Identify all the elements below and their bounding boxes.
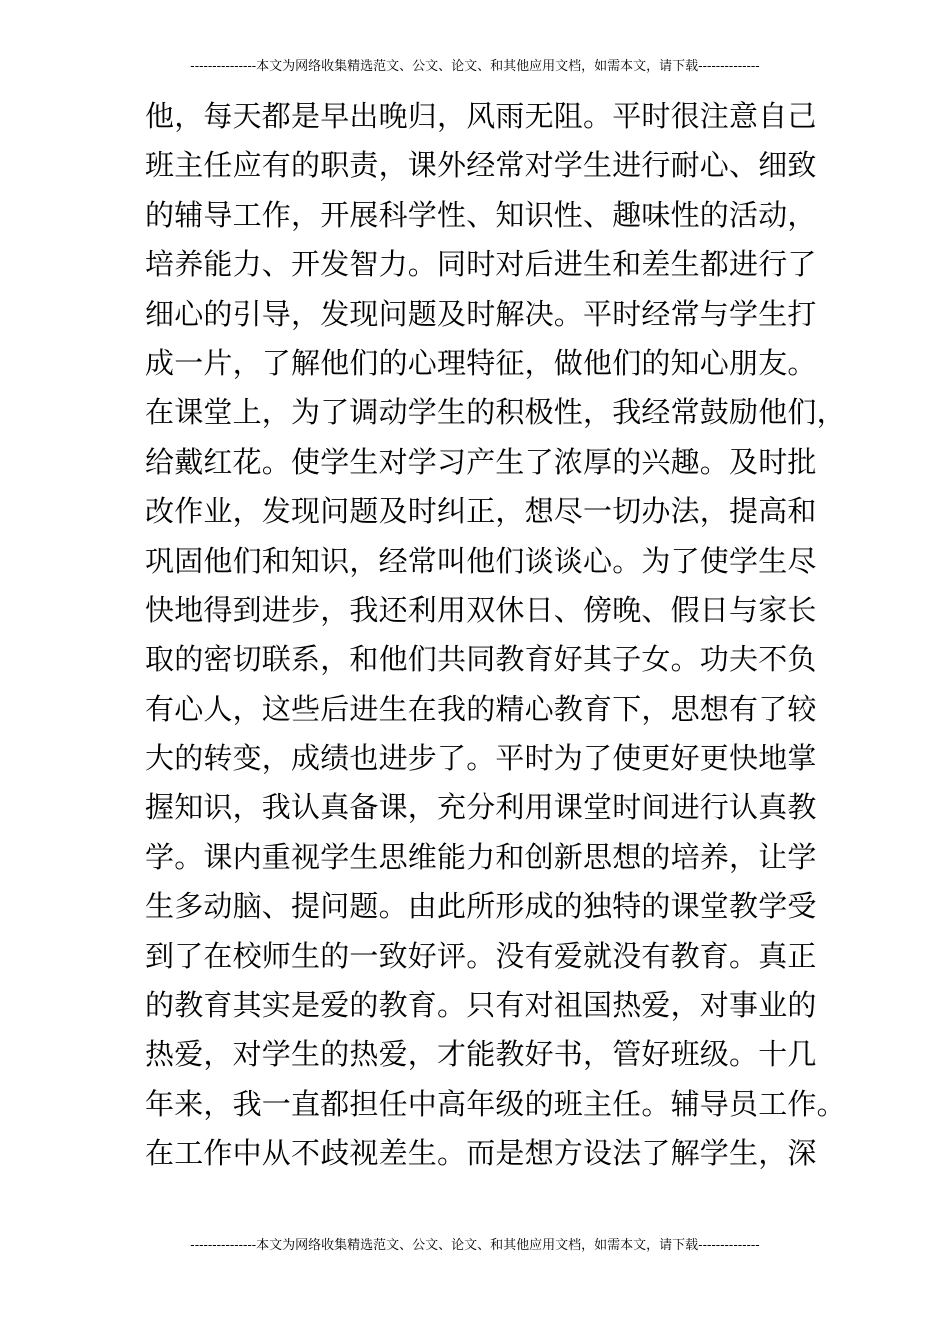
body-line: 的教育其实是爱的教育。只有对祖国热爱，对事业的 (145, 988, 817, 1023)
body-line: 取的密切联系，和他们共同教育好其子女。功夫不负 (145, 642, 817, 677)
body-line: 学。课内重视学生思维能力和创新思想的培养，让学 (145, 839, 817, 874)
body-line: 班主任应有的职责，课外经常对学生进行耐心、细致 (145, 148, 817, 183)
document-body (145, 92, 846, 1179)
body-line: 生多动脑、提问题。由此所形成的独特的课堂教学受 (145, 889, 817, 924)
body-line: 大的转变，成绩也进步了。平时为了使更好更快地掌 (145, 741, 817, 776)
body-line: 快地得到进步，我还利用双休日、傍晚、假日与家长 (145, 592, 817, 627)
body-line: 成一片，了解他们的心理特征，做他们的知心朋友。 (145, 345, 817, 380)
body-line: 细心的引导，发现问题及时解决。平时经常与学生打 (145, 296, 817, 331)
body-line: 培养能力、开发智力。同时对后进生和差生都进行了 (145, 247, 817, 282)
header-banner: ---------------本文为网络收集精选范文、公文、论文、和其他应用文档，如需本文，请下载-------------- (190, 59, 760, 74)
body-line: 在课堂上，为了调动学生的积极性，我经常鼓励他们， (145, 395, 846, 430)
body-line: 巩固他们和知识，经常叫他们谈谈心。为了使学生尽 (145, 543, 817, 578)
body-line: 年来，我一直都担任中高年级的班主任。辅导员工作。 (145, 1086, 846, 1121)
body-line: 他，每天都是早出晚归，风雨无阻。平时很注意自己 (145, 99, 817, 133)
body-line: 给戴红花。使学生对学习产生了浓厚的兴趣。及时批 (145, 444, 817, 479)
body-line: 改作业，发现问题及时纠正，想尽一切办法，提高和 (145, 494, 817, 529)
body-line: 握知识，我认真备课，充分利用课堂时间进行认真教 (145, 790, 817, 825)
body-line: 有心人，这些后进生在我的精心教育下，思想有了较 (145, 691, 817, 726)
body-line: 在工作中从不歧视差生。而是想方设法了解学生，深 (145, 1136, 817, 1171)
body-line: 热爱，对学生的热爱，才能教好书，管好班级。十几 (145, 1037, 817, 1072)
footer-banner: ---------------本文为网络收集精选范文、公文、论文、和其他应用文档，如需本文，请下载-------------- (190, 1238, 760, 1253)
body-line: 的辅导工作，开展科学性、知识性、趣味性的活动， (145, 197, 817, 232)
body-line: 到了在校师生的一致好评。没有爱就没有教育。真正 (145, 938, 817, 973)
